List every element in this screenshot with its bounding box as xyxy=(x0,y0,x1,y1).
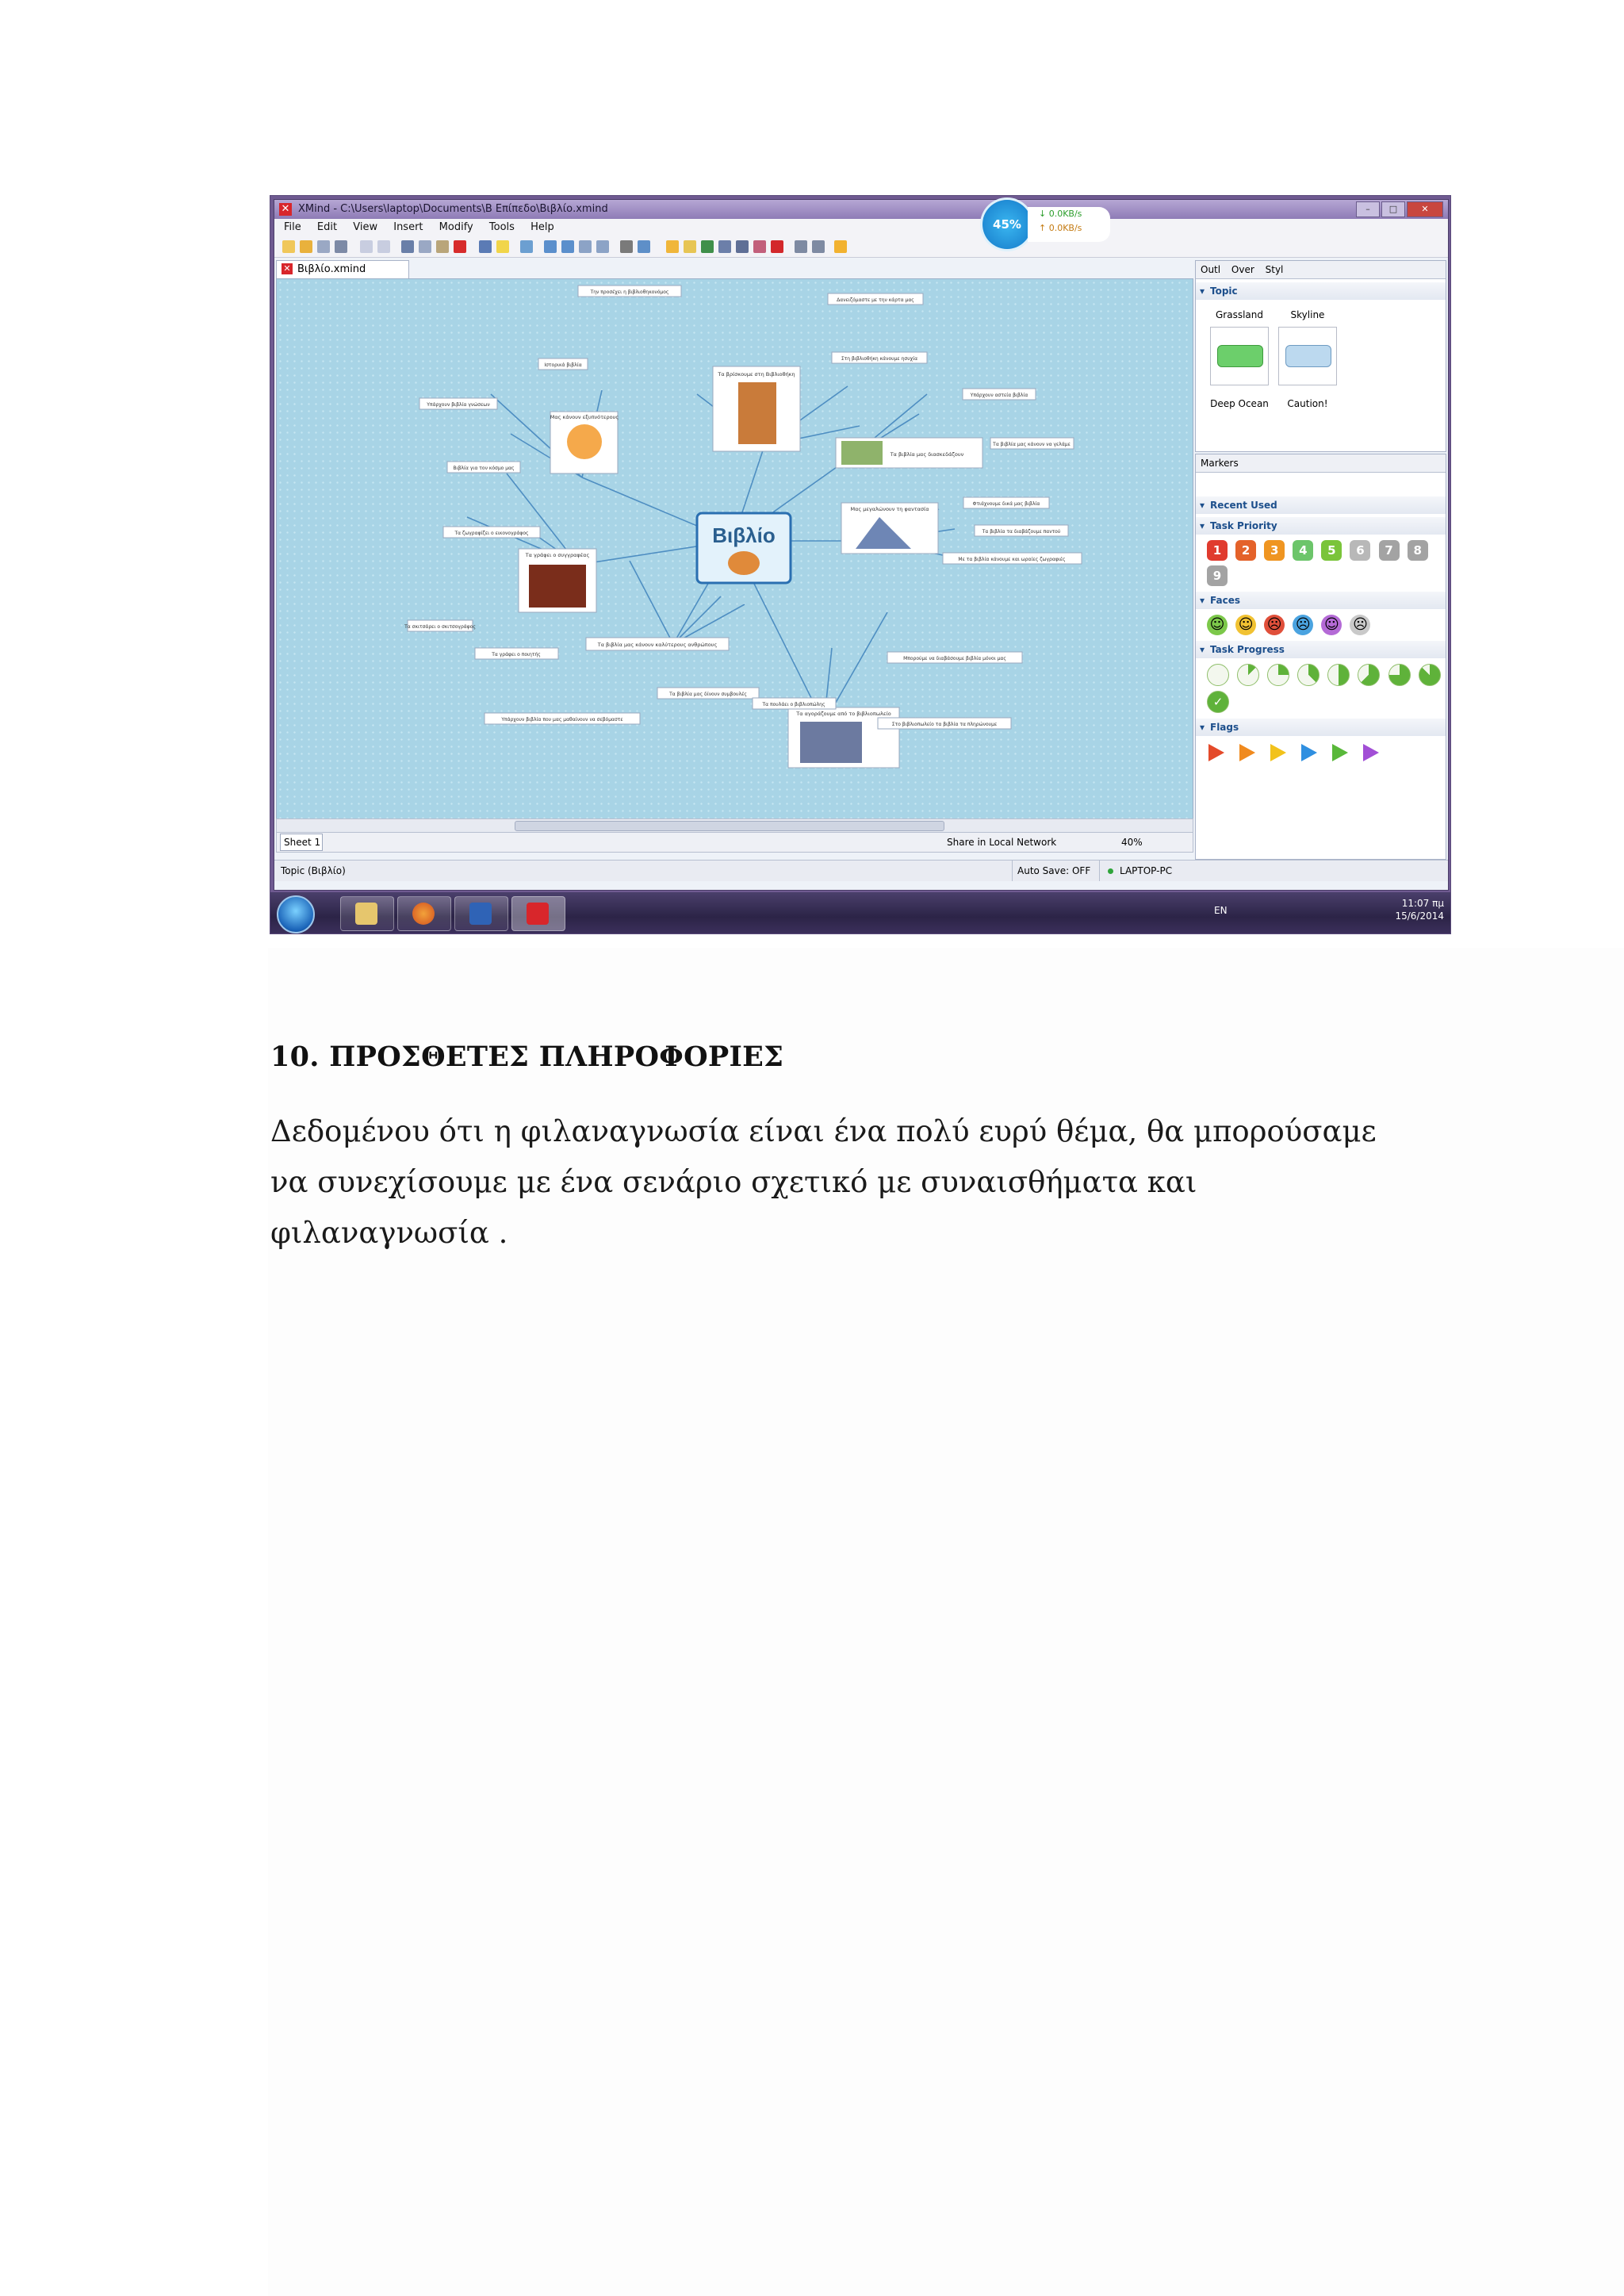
leaf-topics xyxy=(404,286,1082,729)
style-label: Skyline xyxy=(1290,309,1325,320)
menu-tools[interactable]: Tools xyxy=(488,221,515,233)
word-icon xyxy=(469,903,492,925)
leaf-label: Τα βιβλία τα διαβάζουμε παντού xyxy=(982,529,1061,535)
home-icon[interactable] xyxy=(834,240,847,253)
leaf-topic[interactable] xyxy=(975,525,1068,536)
clock-date: 15/6/2014 xyxy=(1395,910,1444,922)
task-progress-header[interactable]: ▾ Task Progress xyxy=(1196,641,1446,658)
paragraph-line-2: να συνεχίσουμε με ένα σενάριο σχετικό με συναισθήματα και xyxy=(270,1165,1197,1199)
leaf-topic[interactable] xyxy=(657,688,759,699)
drill-up-icon[interactable] xyxy=(812,240,825,253)
paragraph-line-1: Δεδομένου ότι η φιλαναγνωσία είναι ένα πολύ ευρύ θέμα, θα μπορούσαμε xyxy=(270,1114,1377,1148)
progress-five-eighths-icon[interactable] xyxy=(1358,664,1380,686)
online-dot-icon xyxy=(1108,868,1113,874)
close-button[interactable]: ✕ xyxy=(1407,201,1443,217)
style-label: Caution! xyxy=(1287,398,1328,409)
blue-flag-icon[interactable] xyxy=(1301,744,1317,761)
styles-panel xyxy=(1195,260,1446,452)
cut-icon[interactable] xyxy=(401,240,414,253)
tab-markers[interactable]: Markers xyxy=(1201,458,1239,469)
leaf-topic[interactable] xyxy=(828,293,923,305)
leaf-topic[interactable] xyxy=(578,286,681,297)
angry-face-icon[interactable]: ☹ xyxy=(1264,615,1285,635)
leaf-topic[interactable] xyxy=(887,652,1022,663)
progress-three-quarters-icon[interactable] xyxy=(1388,664,1411,686)
leaf-label: Δανειζόμαστε με την κάρτα μας xyxy=(837,297,914,303)
maximize-button[interactable]: □ xyxy=(1381,201,1405,217)
system-clock[interactable] xyxy=(1395,897,1444,929)
leaf-topic[interactable] xyxy=(878,718,1011,729)
editor-tab-label: Βιβλίο.xmind xyxy=(297,263,366,275)
markers-tab xyxy=(1196,454,1446,473)
purple-flag-icon[interactable] xyxy=(1363,744,1379,761)
share-local-network[interactable]: Share in Local Network xyxy=(947,837,1057,848)
delete-icon[interactable] xyxy=(454,240,466,253)
window-controls xyxy=(1356,201,1443,217)
leaf-label: Τα σκιτσάρει ο σκιτσογράφος xyxy=(404,624,476,630)
branch-label-library: Τα βρίσκουμε στη Βιβλιοθήκη xyxy=(718,371,795,378)
summary-icon[interactable] xyxy=(596,240,609,253)
minimize-button[interactable]: – xyxy=(1356,201,1380,217)
menu-file[interactable]: File xyxy=(284,221,301,233)
leaf-label: Ιστορικά βιβλία xyxy=(544,362,582,368)
branch-topic-author[interactable] xyxy=(519,549,596,612)
pc-name: LAPTOP-PC xyxy=(1120,865,1173,876)
tab-overview[interactable]: Over xyxy=(1231,264,1254,275)
menu-edit[interactable]: Edit xyxy=(316,221,338,233)
leaf-topic[interactable] xyxy=(753,698,836,709)
leaf-topic[interactable] xyxy=(443,527,540,538)
red-flag-icon[interactable] xyxy=(1208,744,1224,761)
style-label: Deep Ocean xyxy=(1210,398,1269,409)
topic-icon[interactable] xyxy=(520,240,533,253)
subtopic-icon[interactable] xyxy=(544,240,557,253)
leaf-label: Φτιάχνουμε δικά μας βιβλία xyxy=(972,501,1040,507)
save-icon[interactable] xyxy=(317,240,330,253)
central-topic-label: Βιβλίο xyxy=(712,523,776,547)
branch-label-better-people: Τα βιβλία μας κάνουν καλύτερους ανθρώπους xyxy=(597,642,718,648)
open-icon[interactable] xyxy=(300,240,312,253)
leaf-label: Τα πουλάει ο βιβλιοπώλης xyxy=(762,702,825,707)
redo-icon[interactable] xyxy=(377,240,390,253)
toolbar xyxy=(274,236,1448,258)
leaf-label: Στο βιβλιοπωλείο τα βιβλία τα πληρώνουμε xyxy=(891,722,998,727)
xmind-file-icon: ✕ xyxy=(282,263,293,274)
style-skyline[interactable] xyxy=(1278,327,1337,385)
flag-markers xyxy=(1196,736,1446,766)
leaf-label: Μπορούμε να διαβάσουμε βιβλία μόνοι μας xyxy=(903,656,1006,661)
label-icon[interactable] xyxy=(666,240,679,253)
new-icon[interactable] xyxy=(282,240,295,253)
owl-illustration xyxy=(728,551,760,575)
orange-flag-icon[interactable] xyxy=(1239,744,1255,761)
tab-styles[interactable]: Styl xyxy=(1265,264,1284,275)
comments-icon[interactable] xyxy=(753,240,766,253)
laugh-face-icon[interactable]: ☺ xyxy=(1235,615,1256,635)
topic-section-header[interactable]: ▾ Topic xyxy=(1196,282,1446,300)
upload-rate-value: 0.0KB/s xyxy=(1048,223,1082,233)
leaf-topic[interactable] xyxy=(990,438,1074,449)
sheet-bar xyxy=(276,832,1193,853)
branch-label-smarter: Μας κάνουν εξυπνότερους xyxy=(550,414,619,420)
branch-label-author: Τα γράφει ο συγγραφέας xyxy=(525,552,590,558)
leaf-label: Υπάρχουν βιβλία γνώσεων xyxy=(427,402,490,408)
zoom-level[interactable]: 40% xyxy=(1121,837,1143,848)
editor-tab[interactable] xyxy=(276,260,409,278)
progress-start-icon[interactable] xyxy=(1207,664,1229,686)
download-rate: ↓ 0.0KB/s xyxy=(1039,209,1082,219)
taskbar-firefox[interactable] xyxy=(397,896,451,931)
branch-label-imagination: Μας μεγαλώνουν τη φαντασία xyxy=(850,506,929,512)
download-rate-value: 0.0KB/s xyxy=(1048,209,1082,219)
scrollbar-thumb[interactable] xyxy=(515,821,944,831)
leaf-label: Τα βιβλία μας κάνουν να γελάμε xyxy=(993,442,1071,447)
leaf-topic[interactable] xyxy=(943,553,1082,564)
xmind-app-icon: ✕ xyxy=(279,203,292,216)
leaf-label: Υπάρχουν αστεία βιβλία xyxy=(970,393,1028,398)
menu-bar xyxy=(274,219,1448,236)
mindmap-drawing xyxy=(277,279,1193,818)
surprise-face-icon[interactable]: ☺ xyxy=(1321,615,1342,635)
subtopic-before-icon[interactable] xyxy=(561,240,574,253)
menu-modify[interactable]: Modify xyxy=(439,221,473,233)
marker-icon[interactable] xyxy=(701,240,714,253)
print-icon[interactable] xyxy=(335,240,347,253)
notes-icon[interactable] xyxy=(684,240,696,253)
priority-7-icon[interactable]: 7 xyxy=(1379,540,1400,561)
undo-icon[interactable] xyxy=(360,240,373,253)
folder-icon xyxy=(355,903,377,925)
drill-down-icon[interactable] xyxy=(795,240,807,253)
priority-markers xyxy=(1196,535,1446,588)
status-topic: Topic (Βιβλίο) xyxy=(281,865,346,876)
leaf-topic[interactable] xyxy=(447,462,520,473)
markers-panel xyxy=(1195,454,1446,860)
recent-used-header[interactable]: ▾ Recent Used xyxy=(1196,496,1446,514)
face-markers xyxy=(1196,609,1446,638)
leaf-topic[interactable] xyxy=(419,398,497,409)
priority-9-icon[interactable]: 9 xyxy=(1207,565,1228,586)
xmind-window xyxy=(274,199,1449,891)
branch-topic-smarter[interactable] xyxy=(550,412,619,473)
style-label: Grassland xyxy=(1216,309,1263,320)
mindmap-canvas[interactable] xyxy=(276,278,1193,819)
panel-tabs xyxy=(1196,261,1446,279)
start-button-icon[interactable] xyxy=(277,895,315,933)
window-title: XMind - C:\Users\laptop\Documents\Β Επίπεδο\Βιβλίο.xmind xyxy=(298,203,608,215)
network-meter: 45% xyxy=(982,200,1032,249)
boundary-icon[interactable] xyxy=(579,240,592,253)
branch-label-fun: Τα βιβλία μας διασκεδάζουν xyxy=(890,451,964,458)
leaf-topic[interactable] xyxy=(538,358,588,370)
clock-time: 11:07 πμ xyxy=(1401,898,1444,909)
task-priority-header[interactable]: ▾ Task Priority xyxy=(1196,517,1446,535)
taskbar-word[interactable] xyxy=(454,896,508,931)
body-paragraph xyxy=(270,1106,1428,1259)
menu-view[interactable]: View xyxy=(353,221,378,233)
progress-done-icon[interactable]: ✓ xyxy=(1207,691,1229,713)
leaf-topic[interactable] xyxy=(404,620,476,631)
progress-three-eighths-icon[interactable] xyxy=(1297,664,1320,686)
branch-topic-better-people[interactable] xyxy=(586,638,729,650)
faces-header[interactable]: ▾ Faces xyxy=(1196,592,1446,609)
paste-icon[interactable] xyxy=(436,240,449,253)
style-grassland[interactable] xyxy=(1210,327,1269,385)
pc-status xyxy=(1099,861,1172,881)
priority-5-icon[interactable]: 5 xyxy=(1321,540,1342,561)
leaf-topic[interactable] xyxy=(963,497,1049,508)
markers-toolbar xyxy=(1196,473,1446,493)
tab-outline[interactable]: Outl xyxy=(1201,264,1221,275)
priority-2-icon[interactable]: 2 xyxy=(1235,540,1256,561)
priority-1-icon[interactable]: 1 xyxy=(1207,540,1228,561)
leaf-label: Τα γράφει ο ποιητής xyxy=(492,652,541,657)
leaf-label: Βιβλία για τον κόσμο μας xyxy=(453,466,515,471)
taskbar-xmind[interactable] xyxy=(511,896,565,931)
branch-topic-fun[interactable] xyxy=(836,438,982,468)
hyperlink-icon[interactable] xyxy=(718,240,731,253)
flags-header[interactable]: ▾ Flags xyxy=(1196,719,1446,736)
progress-half-icon[interactable] xyxy=(1327,664,1350,686)
status-bar xyxy=(274,860,1448,881)
branch-topic-bookshop[interactable] xyxy=(788,707,899,768)
xmind-screenshot xyxy=(270,196,1450,933)
progress-quarter-icon[interactable] xyxy=(1267,664,1289,686)
horizontal-scrollbar[interactable] xyxy=(276,818,1193,833)
cry-face-icon[interactable]: ☹ xyxy=(1293,615,1313,635)
leaf-topic[interactable] xyxy=(485,713,640,724)
priority-4-icon[interactable]: 4 xyxy=(1293,540,1313,561)
leaf-topic[interactable] xyxy=(475,648,558,659)
priority-3-icon[interactable]: 3 xyxy=(1264,540,1285,561)
upload-rate: ↑ 0.0KB/s xyxy=(1039,223,1082,233)
priority-8-icon[interactable]: 8 xyxy=(1408,540,1428,561)
progress-eighth-icon[interactable] xyxy=(1237,664,1259,686)
central-topic[interactable] xyxy=(697,513,791,583)
title-bar xyxy=(274,200,1448,219)
progress-markers xyxy=(1196,658,1446,715)
firefox-icon xyxy=(412,903,435,925)
styles-grid xyxy=(1196,300,1446,419)
priority-6-icon[interactable]: 6 xyxy=(1350,540,1370,561)
leaf-label: Στη βιβλιοθήκη κάνουμε ησυχία xyxy=(841,356,918,362)
copy-icon[interactable] xyxy=(419,240,431,253)
taskbar-explorer[interactable] xyxy=(340,896,394,931)
leaf-label: Τα ζωγραφίζει ο εικονογράφος xyxy=(454,531,529,536)
smile-face-icon[interactable]: ☺ xyxy=(1207,615,1228,635)
auto-save-status[interactable]: Auto Save: OFF xyxy=(1012,861,1090,881)
section-heading: 10. ΠΡΟΣΘΕΤΕΣ ΠΛΗΡΟΦΟΡΙΕΣ xyxy=(270,1041,784,1073)
language-indicator[interactable]: EN xyxy=(1214,905,1228,916)
progress-seven-eighths-icon[interactable] xyxy=(1419,664,1441,686)
leaf-label: Τα βιβλία μας δίνουν συμβουλές xyxy=(669,692,747,697)
relationship-icon[interactable] xyxy=(736,240,749,253)
branch-topic-imagination[interactable] xyxy=(841,503,938,554)
branch-label-bookshop: Τα αγοράζουμε από το βιβλιοπωλείο xyxy=(796,711,891,717)
boring-face-icon[interactable]: ☹ xyxy=(1350,615,1370,635)
leaf-label: Την προσέχει η βιβλιοθηκονόμος xyxy=(590,289,669,295)
network-rates xyxy=(1028,207,1110,242)
menu-insert[interactable]: Insert xyxy=(393,221,423,233)
paragraph-line-3: φιλαναγνωσία . xyxy=(270,1216,508,1250)
windows-taskbar xyxy=(270,892,1450,933)
image-icon[interactable] xyxy=(638,240,650,253)
leaf-label: Με τα βιβλία κάνουμε και ωραίες ζωγραφιές xyxy=(958,557,1066,562)
presentation-icon[interactable] xyxy=(479,240,492,253)
sheet-tab[interactable]: Sheet 1 xyxy=(280,834,323,851)
menu-help[interactable]: Help xyxy=(530,221,554,233)
attachment-icon[interactable] xyxy=(620,240,633,253)
idea-icon[interactable] xyxy=(496,240,509,253)
xmind-taskbar-icon xyxy=(527,903,549,925)
yellow-flag-icon[interactable] xyxy=(1270,744,1286,761)
branch-topic-library[interactable] xyxy=(713,366,800,451)
leaf-label: Υπάρχουν βιβλία που μας μαθαίνουν να σεβόμαστε xyxy=(501,717,623,723)
leaf-topic[interactable] xyxy=(832,352,927,363)
leaf-topic[interactable] xyxy=(963,389,1036,400)
green-flag-icon[interactable] xyxy=(1332,744,1348,761)
stop-icon[interactable] xyxy=(771,240,783,253)
